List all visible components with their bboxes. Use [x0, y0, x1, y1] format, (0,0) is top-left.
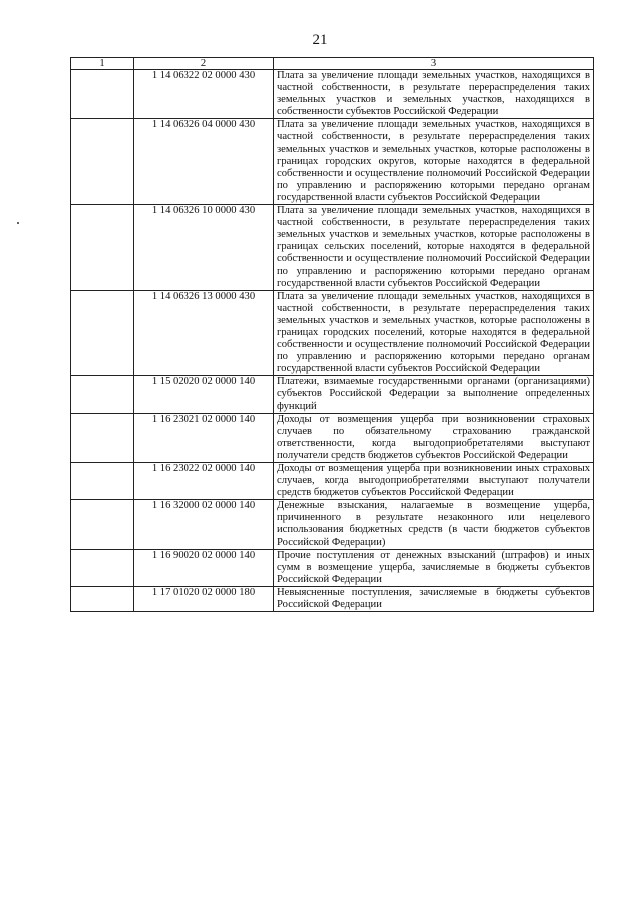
description-cell: Плата за увеличение площади земельных участков, находящихся в частной собственности, в результате перераспределения таких земельных участков и земельных участков, которые расположены в границах сельских поселений, которые находятся в федеральной собственности и осуществление полномочий Российской Федерации по управлению и распоряжению которыми передано органам государственной власти субъектов Российской Федерации [274, 205, 594, 291]
table-header-row [71, 58, 594, 70]
table-row [71, 376, 594, 413]
table-row [71, 586, 594, 611]
budget-code-cell: 1 16 90020 02 0000 140 [134, 549, 274, 586]
table-row [71, 549, 594, 586]
table-row [71, 500, 594, 549]
table-row [71, 413, 594, 462]
description-cell: Денежные взыскания, налагаемые в возмещение ущерба, причиненного в результате незаконного или нецелевого использования бюджетных средств (в части бюджетов субъектов Российской Федерации) [274, 500, 594, 549]
description-cell: Плата за увеличение площади земельных участков, находящихся в частной собственности, в результате перераспределения таких земельных участков и земельных участков, которые расположены в границах городских поселений, которые находятся в федеральной собственности и осуществление полномочий Российской Федерации по управлению и распоряжению которыми передано органам государственной власти субъектов Российской Федерации [274, 290, 594, 376]
table-row [71, 205, 594, 291]
row-col1-cell [71, 413, 134, 462]
row-col1-cell [71, 119, 134, 205]
description-cell: Плата за увеличение площади земельных участков, находящихся в частной собственности, в результате перераспределения таких земельных участков и земельных участков, находящихся в собственности субъектов Российской Федерации [274, 70, 594, 119]
table-row [71, 463, 594, 500]
row-col1-cell [71, 205, 134, 291]
budget-code-cell: 1 16 32000 02 0000 140 [134, 500, 274, 549]
table-row [71, 119, 594, 205]
budget-code-cell: 1 14 06322 02 0000 430 [134, 70, 274, 119]
row-col1-cell [71, 70, 134, 119]
description-cell: Платежи, взимаемые государственными органами (организациями) субъектов Российской Федерации за выполнение определенных функций [274, 376, 594, 413]
budget-code-cell: 1 14 06326 04 0000 430 [134, 119, 274, 205]
table-row [71, 290, 594, 376]
budget-code-cell: 1 17 01020 02 0000 180 [134, 586, 274, 611]
row-col1-cell [71, 549, 134, 586]
budget-code-cell: 1 16 23021 02 0000 140 [134, 413, 274, 462]
row-col1-cell [71, 586, 134, 611]
budget-code-cell: 1 14 06326 10 0000 430 [134, 205, 274, 291]
header-col-2: 2 [134, 58, 274, 70]
description-cell: Доходы от возмещения ущерба при возникновении иных страховых случаев, когда выгодоприобретателями выступают получатели средств бюджетов субъектов Российской Федерации [274, 463, 594, 500]
header-col-1: 1 [71, 58, 134, 70]
budget-code-cell: 1 16 23022 02 0000 140 [134, 463, 274, 500]
row-col1-cell [71, 290, 134, 376]
description-cell: Невыясненные поступления, зачисляемые в бюджеты субъектов Российской Федерации [274, 586, 594, 611]
budget-code-cell: 1 14 06326 13 0000 430 [134, 290, 274, 376]
description-cell: Прочие поступления от денежных взысканий (штрафов) и иных сумм в возмещение ущерба, зачисляемые в бюджеты субъектов Российской Федерации [274, 549, 594, 586]
row-col1-cell [71, 500, 134, 549]
budget-code-cell: 1 15 02020 02 0000 140 [134, 376, 274, 413]
revenue-code-table [70, 57, 594, 612]
header-col-3: 3 [274, 58, 594, 70]
table-row [71, 70, 594, 119]
row-col1-cell [71, 463, 134, 500]
stray-mark [17, 222, 19, 224]
row-col1-cell [71, 376, 134, 413]
description-cell: Доходы от возмещения ущерба при возникновении страховых случаев по обязательному страхованию гражданской ответственности, когда выгодоприобретателями выступают получатели средств бюджетов субъектов Российской Федерации [274, 413, 594, 462]
page-number: 21 [312, 32, 328, 48]
description-cell: Плата за увеличение площади земельных участков, находящихся в частной собственности, в результате перераспределения таких земельных участков и земельных участков, которые расположены в границах городских округов, которые находятся в федеральной собственности и осуществление полномочий Российской Федерации по управлению и распоряжению которыми передано органам государственной власти субъектов Российской Федерации [274, 119, 594, 205]
